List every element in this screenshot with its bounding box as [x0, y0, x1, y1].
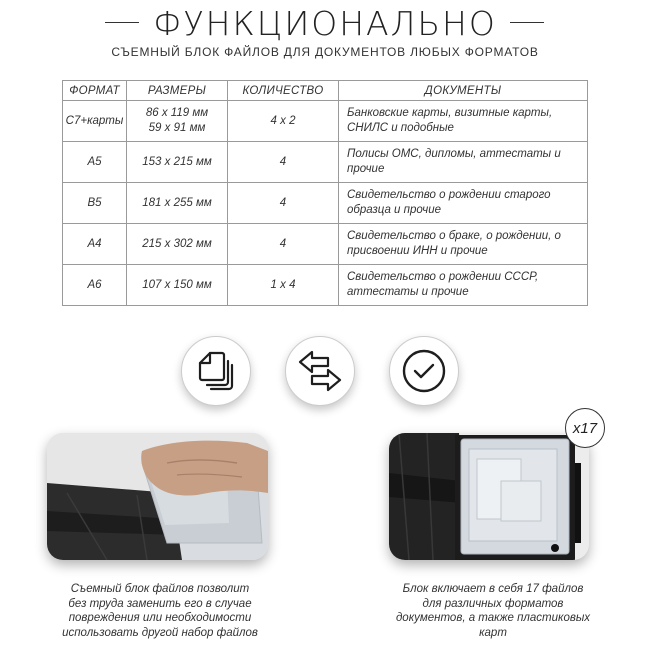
column-header-sizes: РАЗМЕРЫ — [127, 81, 228, 101]
size-cell: 181 x 255 мм — [127, 183, 228, 224]
size-cell: 215 x 302 мм — [127, 224, 228, 265]
checkmark-icon — [389, 336, 459, 406]
documents-line: Банковские карты, визитные карты, — [347, 107, 553, 119]
page-subtitle: СЪЕМНЫЙ БЛОК ФАЙЛОВ ДЛЯ ДОКУМЕНТОВ ЛЮБЫХ ФОРМАТОВ — [111, 45, 539, 59]
format-cell: В5 — [63, 183, 127, 224]
caption-left — [40, 582, 280, 640]
format-cell: А6 — [63, 265, 127, 306]
table-row — [63, 101, 588, 142]
count-cell: 1 x 4 — [228, 265, 339, 306]
caption-line: Блок включает в себя 17 файлов — [402, 583, 584, 595]
page-title: ФУНКЦИОНАЛЬНО — [153, 4, 497, 43]
column-header-quantity: КОЛИЧЕСТВО — [228, 81, 339, 101]
documents-line: Свидетельство о рождении старого — [347, 189, 551, 201]
documents-cell — [339, 265, 588, 306]
file-count-badge: x17 — [565, 408, 605, 448]
table-row — [63, 142, 588, 183]
count-cell: 4 — [228, 183, 339, 224]
title-block — [0, 4, 650, 43]
caption-line: документов, а также пластиковых — [395, 612, 591, 624]
caption-line: для различных форматов — [422, 597, 564, 610]
count-cell: 4 x 2 — [228, 101, 339, 142]
documents-cell — [339, 224, 588, 265]
table-row — [63, 183, 588, 224]
caption-right — [380, 582, 606, 640]
table-row — [63, 224, 588, 265]
count-cell: 4 — [228, 142, 339, 183]
format-cell: А4 — [63, 224, 127, 265]
documents-cell — [339, 142, 588, 183]
caption-line: карт — [479, 626, 507, 639]
documents-cell — [339, 101, 588, 142]
caption-line: повреждения или необходимости — [68, 612, 252, 624]
column-header-documents: ДОКУМЕНТЫ — [339, 81, 588, 101]
documents-line: присвоении ИНН и прочие — [347, 245, 488, 257]
table-header-row — [63, 81, 588, 101]
documents-line: Свидетельство о рождении СССР, — [347, 271, 539, 283]
formats-table — [62, 80, 588, 306]
caption-line: использовать другой набор файлов — [62, 626, 258, 639]
file-block-removal-photo — [47, 433, 268, 560]
caption-line: без труда заменить его в случае — [68, 597, 252, 610]
table-row — [63, 265, 588, 306]
column-header-format: ФОРМАТ — [63, 81, 127, 101]
format-cell: А5 — [63, 142, 127, 183]
documents-line: Свидетельство о браке, о рождении, о — [347, 230, 561, 242]
title-rule-right — [510, 22, 544, 23]
documents-stack-icon — [181, 336, 251, 406]
documents-line: аттестаты и прочие — [347, 286, 469, 298]
size-cell — [127, 101, 228, 142]
documents-cell — [339, 183, 588, 224]
format-cell: С7+карты — [63, 101, 127, 142]
documents-line: прочие — [347, 163, 385, 175]
size-line: 59 x 91 мм — [148, 122, 206, 134]
size-cell: 153 x 215 мм — [127, 142, 228, 183]
file-sleeves-photo — [389, 433, 589, 560]
count-cell: 4 — [228, 224, 339, 265]
documents-line: СНИЛС и подобные — [347, 122, 454, 134]
size-line: 86 x 119 мм — [145, 107, 209, 119]
documents-line: образца и прочие — [347, 204, 441, 216]
size-cell: 107 x 150 мм — [127, 265, 228, 306]
caption-line: Съемный блок файлов позволит — [70, 583, 250, 595]
documents-line: Полисы ОМС, дипломы, аттестаты и — [347, 148, 561, 160]
swap-arrows-icon — [285, 336, 355, 406]
